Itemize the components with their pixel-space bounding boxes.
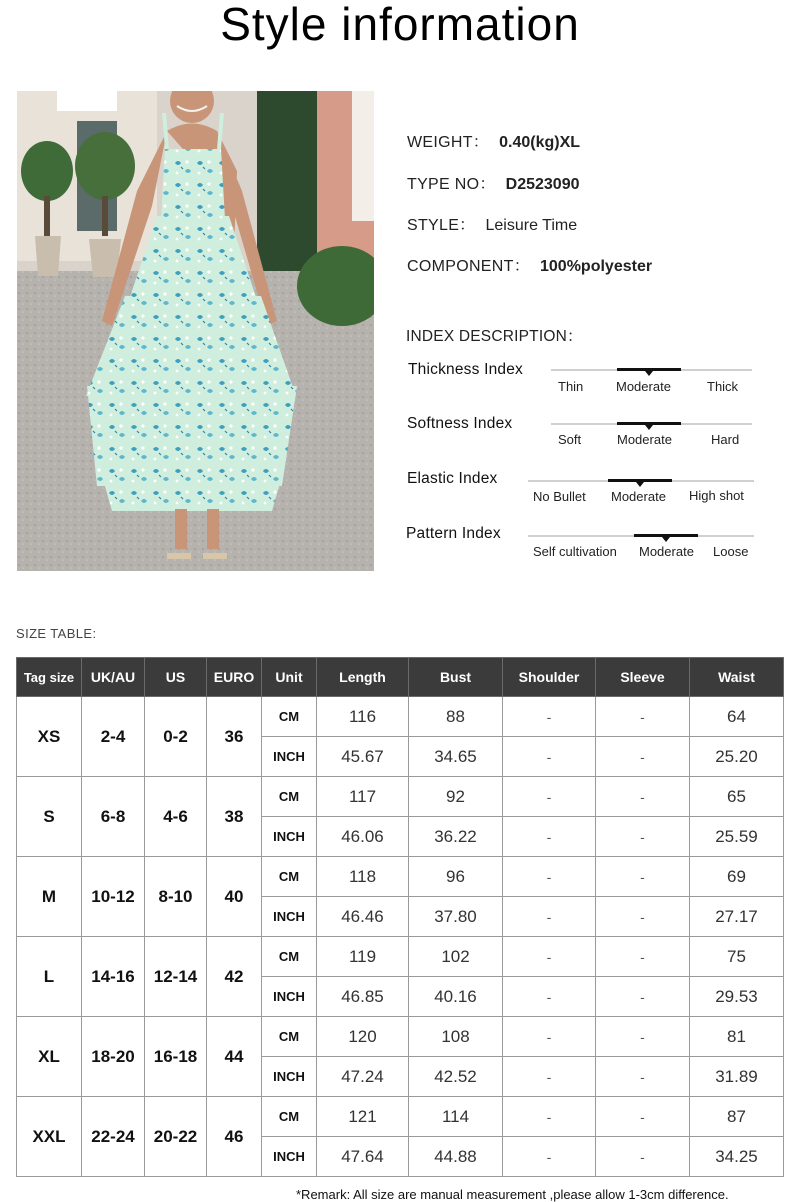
- euro-cell: 46: [207, 1097, 262, 1177]
- softness-option-2: Moderate: [617, 432, 672, 447]
- shoulder-cell: -: [503, 977, 596, 1017]
- sleeve-cell: -: [596, 1097, 690, 1137]
- table-row: [17, 1097, 784, 1137]
- softness-option-3: Hard: [711, 432, 740, 447]
- unit-cell: INCH: [262, 897, 317, 937]
- waist-cell: 25.59: [690, 817, 784, 857]
- elastic-option-1: No Bullet: [533, 489, 586, 504]
- sleeve-cell: -: [596, 817, 690, 857]
- bust-cell: 114: [409, 1097, 503, 1137]
- length-cell: 119: [317, 937, 409, 977]
- component-line: [407, 253, 652, 276]
- type-label: TYPE NO：: [407, 176, 496, 193]
- shoulder-cell: -: [503, 817, 596, 857]
- euro-cell: 44: [207, 1017, 262, 1097]
- length-cell: 118: [317, 857, 409, 897]
- bust-cell: 92: [409, 777, 503, 817]
- bust-cell: 44.88: [409, 1137, 503, 1177]
- length-cell: 45.67: [317, 737, 409, 777]
- shoulder-cell: -: [503, 1137, 596, 1177]
- euro-cell: 36: [207, 697, 262, 777]
- bust-cell: 36.22: [409, 817, 503, 857]
- elastic-option-2: Moderate: [611, 489, 666, 504]
- type-value: D2523090: [505, 176, 580, 193]
- pattern-pointer-icon: [662, 537, 670, 542]
- component-value: 100%polyester: [540, 258, 653, 275]
- waist-cell: 75: [690, 937, 784, 977]
- tag-size-cell: M: [17, 857, 82, 937]
- shoulder-cell: -: [503, 1057, 596, 1097]
- thickness-option-2: Moderate: [616, 379, 671, 394]
- table-row: [17, 937, 784, 977]
- unit-cell: INCH: [262, 817, 317, 857]
- sleeve-cell: -: [596, 937, 690, 977]
- shoulder-cell: -: [503, 777, 596, 817]
- shoulder-cell: -: [503, 697, 596, 737]
- length-cell: 121: [317, 1097, 409, 1137]
- waist-cell: 27.17: [690, 897, 784, 937]
- pattern-option-1: Self cultivation: [533, 544, 617, 559]
- bust-cell: 42.52: [409, 1057, 503, 1097]
- us-cell: 8-10: [145, 857, 207, 937]
- euro-cell: 40: [207, 857, 262, 937]
- shoulder-cell: -: [503, 1097, 596, 1137]
- page-title: Style information: [220, 0, 580, 50]
- uk-au-cell: 6-8: [82, 777, 145, 857]
- elastic-index-label: Elastic Index: [407, 470, 498, 487]
- shoulder-cell: -: [503, 737, 596, 777]
- bust-cell: 102: [409, 937, 503, 977]
- style-line: [407, 212, 577, 235]
- unit-cell: INCH: [262, 737, 317, 777]
- pattern-option-2: Moderate: [639, 544, 694, 559]
- sleeve-cell: -: [596, 697, 690, 737]
- size-table-heading: SIZE TABLE:: [16, 626, 97, 641]
- thickness-pointer-icon: [645, 371, 653, 376]
- euro-cell: 42: [207, 937, 262, 1017]
- sleeve-cell: -: [596, 1017, 690, 1057]
- unit-cell: CM: [262, 1017, 317, 1057]
- component-label: COMPONENT：: [407, 258, 530, 275]
- header-shoulder: Shoulder: [503, 658, 596, 697]
- us-cell: 12-14: [145, 937, 207, 1017]
- bust-cell: 88: [409, 697, 503, 737]
- waist-cell: 64: [690, 697, 784, 737]
- type-line: [407, 171, 579, 194]
- sleeve-cell: -: [596, 737, 690, 777]
- header-us: US: [145, 658, 207, 697]
- header-bust: Bust: [409, 658, 503, 697]
- length-cell: 117: [317, 777, 409, 817]
- header-euro: EURO: [207, 658, 262, 697]
- unit-cell: CM: [262, 1097, 317, 1137]
- thickness-option-1: Thin: [558, 379, 584, 394]
- sleeve-cell: -: [596, 977, 690, 1017]
- uk-au-cell: 2-4: [82, 697, 145, 777]
- waist-cell: 31.89: [690, 1057, 784, 1097]
- unit-cell: CM: [262, 697, 317, 737]
- uk-au-cell: 22-24: [82, 1097, 145, 1177]
- shoulder-cell: -: [503, 937, 596, 977]
- style-value: Leisure Time: [485, 217, 578, 234]
- length-cell: 47.64: [317, 1137, 409, 1177]
- bust-cell: 37.80: [409, 897, 503, 937]
- softness-option-1: Soft: [558, 432, 582, 447]
- shoulder-cell: -: [503, 857, 596, 897]
- thickness-option-3: Thick: [707, 379, 739, 394]
- uk-au-cell: 14-16: [82, 937, 145, 1017]
- bust-cell: 108: [409, 1017, 503, 1057]
- style-label: STYLE：: [407, 217, 476, 234]
- pattern-option-3: Loose: [713, 544, 749, 559]
- thickness-index-label: Thickness Index: [408, 361, 523, 378]
- uk-au-cell: 10-12: [82, 857, 145, 937]
- length-cell: 120: [317, 1017, 409, 1057]
- pattern-index-label: Pattern Index: [406, 525, 501, 542]
- length-cell: 46.85: [317, 977, 409, 1017]
- waist-cell: 69: [690, 857, 784, 897]
- weight-label: WEIGHT：: [407, 134, 490, 151]
- tag-size-cell: XL: [17, 1017, 82, 1097]
- tag-size-cell: L: [17, 937, 82, 1017]
- length-cell: 46.46: [317, 897, 409, 937]
- table-row: [17, 857, 784, 897]
- sleeve-cell: -: [596, 1057, 690, 1097]
- header-uk-au: UK/AU: [82, 658, 145, 697]
- uk-au-cell: 18-20: [82, 1017, 145, 1097]
- tag-size-cell: XS: [17, 697, 82, 777]
- unit-cell: INCH: [262, 1137, 317, 1177]
- waist-cell: 34.25: [690, 1137, 784, 1177]
- softness-pointer-icon: [645, 425, 653, 430]
- table-row: [17, 697, 784, 737]
- us-cell: 4-6: [145, 777, 207, 857]
- table-header-row: [17, 658, 784, 697]
- euro-cell: 38: [207, 777, 262, 857]
- waist-cell: 65: [690, 777, 784, 817]
- us-cell: 0-2: [145, 697, 207, 777]
- sleeve-cell: -: [596, 1137, 690, 1177]
- product-photo: [17, 91, 374, 571]
- header-length: Length: [317, 658, 409, 697]
- unit-cell: INCH: [262, 977, 317, 1017]
- tag-size-cell: XXL: [17, 1097, 82, 1177]
- waist-cell: 29.53: [690, 977, 784, 1017]
- unit-cell: CM: [262, 857, 317, 897]
- index-heading: INDEX DESCRIPTION：: [406, 328, 583, 345]
- table-row: [17, 1017, 784, 1057]
- us-cell: 20-22: [145, 1097, 207, 1177]
- sleeve-cell: -: [596, 777, 690, 817]
- unit-cell: CM: [262, 777, 317, 817]
- weight-line: [407, 129, 580, 152]
- bust-cell: 40.16: [409, 977, 503, 1017]
- remark-note: *Remark: All size are manual measurement ,please allow 1-3cm difference.: [296, 1187, 729, 1202]
- length-cell: 116: [317, 697, 409, 737]
- table-row: [17, 777, 784, 817]
- weight-value: 0.40(kg)XL: [499, 134, 581, 151]
- us-cell: 16-18: [145, 1017, 207, 1097]
- header-unit: Unit: [262, 658, 317, 697]
- waist-cell: 87: [690, 1097, 784, 1137]
- elastic-option-3: High shot: [689, 488, 744, 503]
- length-cell: 47.24: [317, 1057, 409, 1097]
- tag-size-cell: S: [17, 777, 82, 857]
- waist-cell: 25.20: [690, 737, 784, 777]
- sleeve-cell: -: [596, 857, 690, 897]
- header-sleeve: Sleeve: [596, 658, 690, 697]
- size-table: [16, 657, 784, 1177]
- unit-cell: INCH: [262, 1057, 317, 1097]
- softness-index-label: Softness Index: [407, 415, 513, 432]
- bust-cell: 96: [409, 857, 503, 897]
- bust-cell: 34.65: [409, 737, 503, 777]
- length-cell: 46.06: [317, 817, 409, 857]
- sleeve-cell: -: [596, 897, 690, 937]
- shoulder-cell: -: [503, 897, 596, 937]
- waist-cell: 81: [690, 1017, 784, 1057]
- elastic-pointer-icon: [636, 482, 644, 487]
- shoulder-cell: -: [503, 1017, 596, 1057]
- header-tag-size: Tag size: [17, 658, 82, 697]
- header-waist: Waist: [690, 658, 784, 697]
- unit-cell: CM: [262, 937, 317, 977]
